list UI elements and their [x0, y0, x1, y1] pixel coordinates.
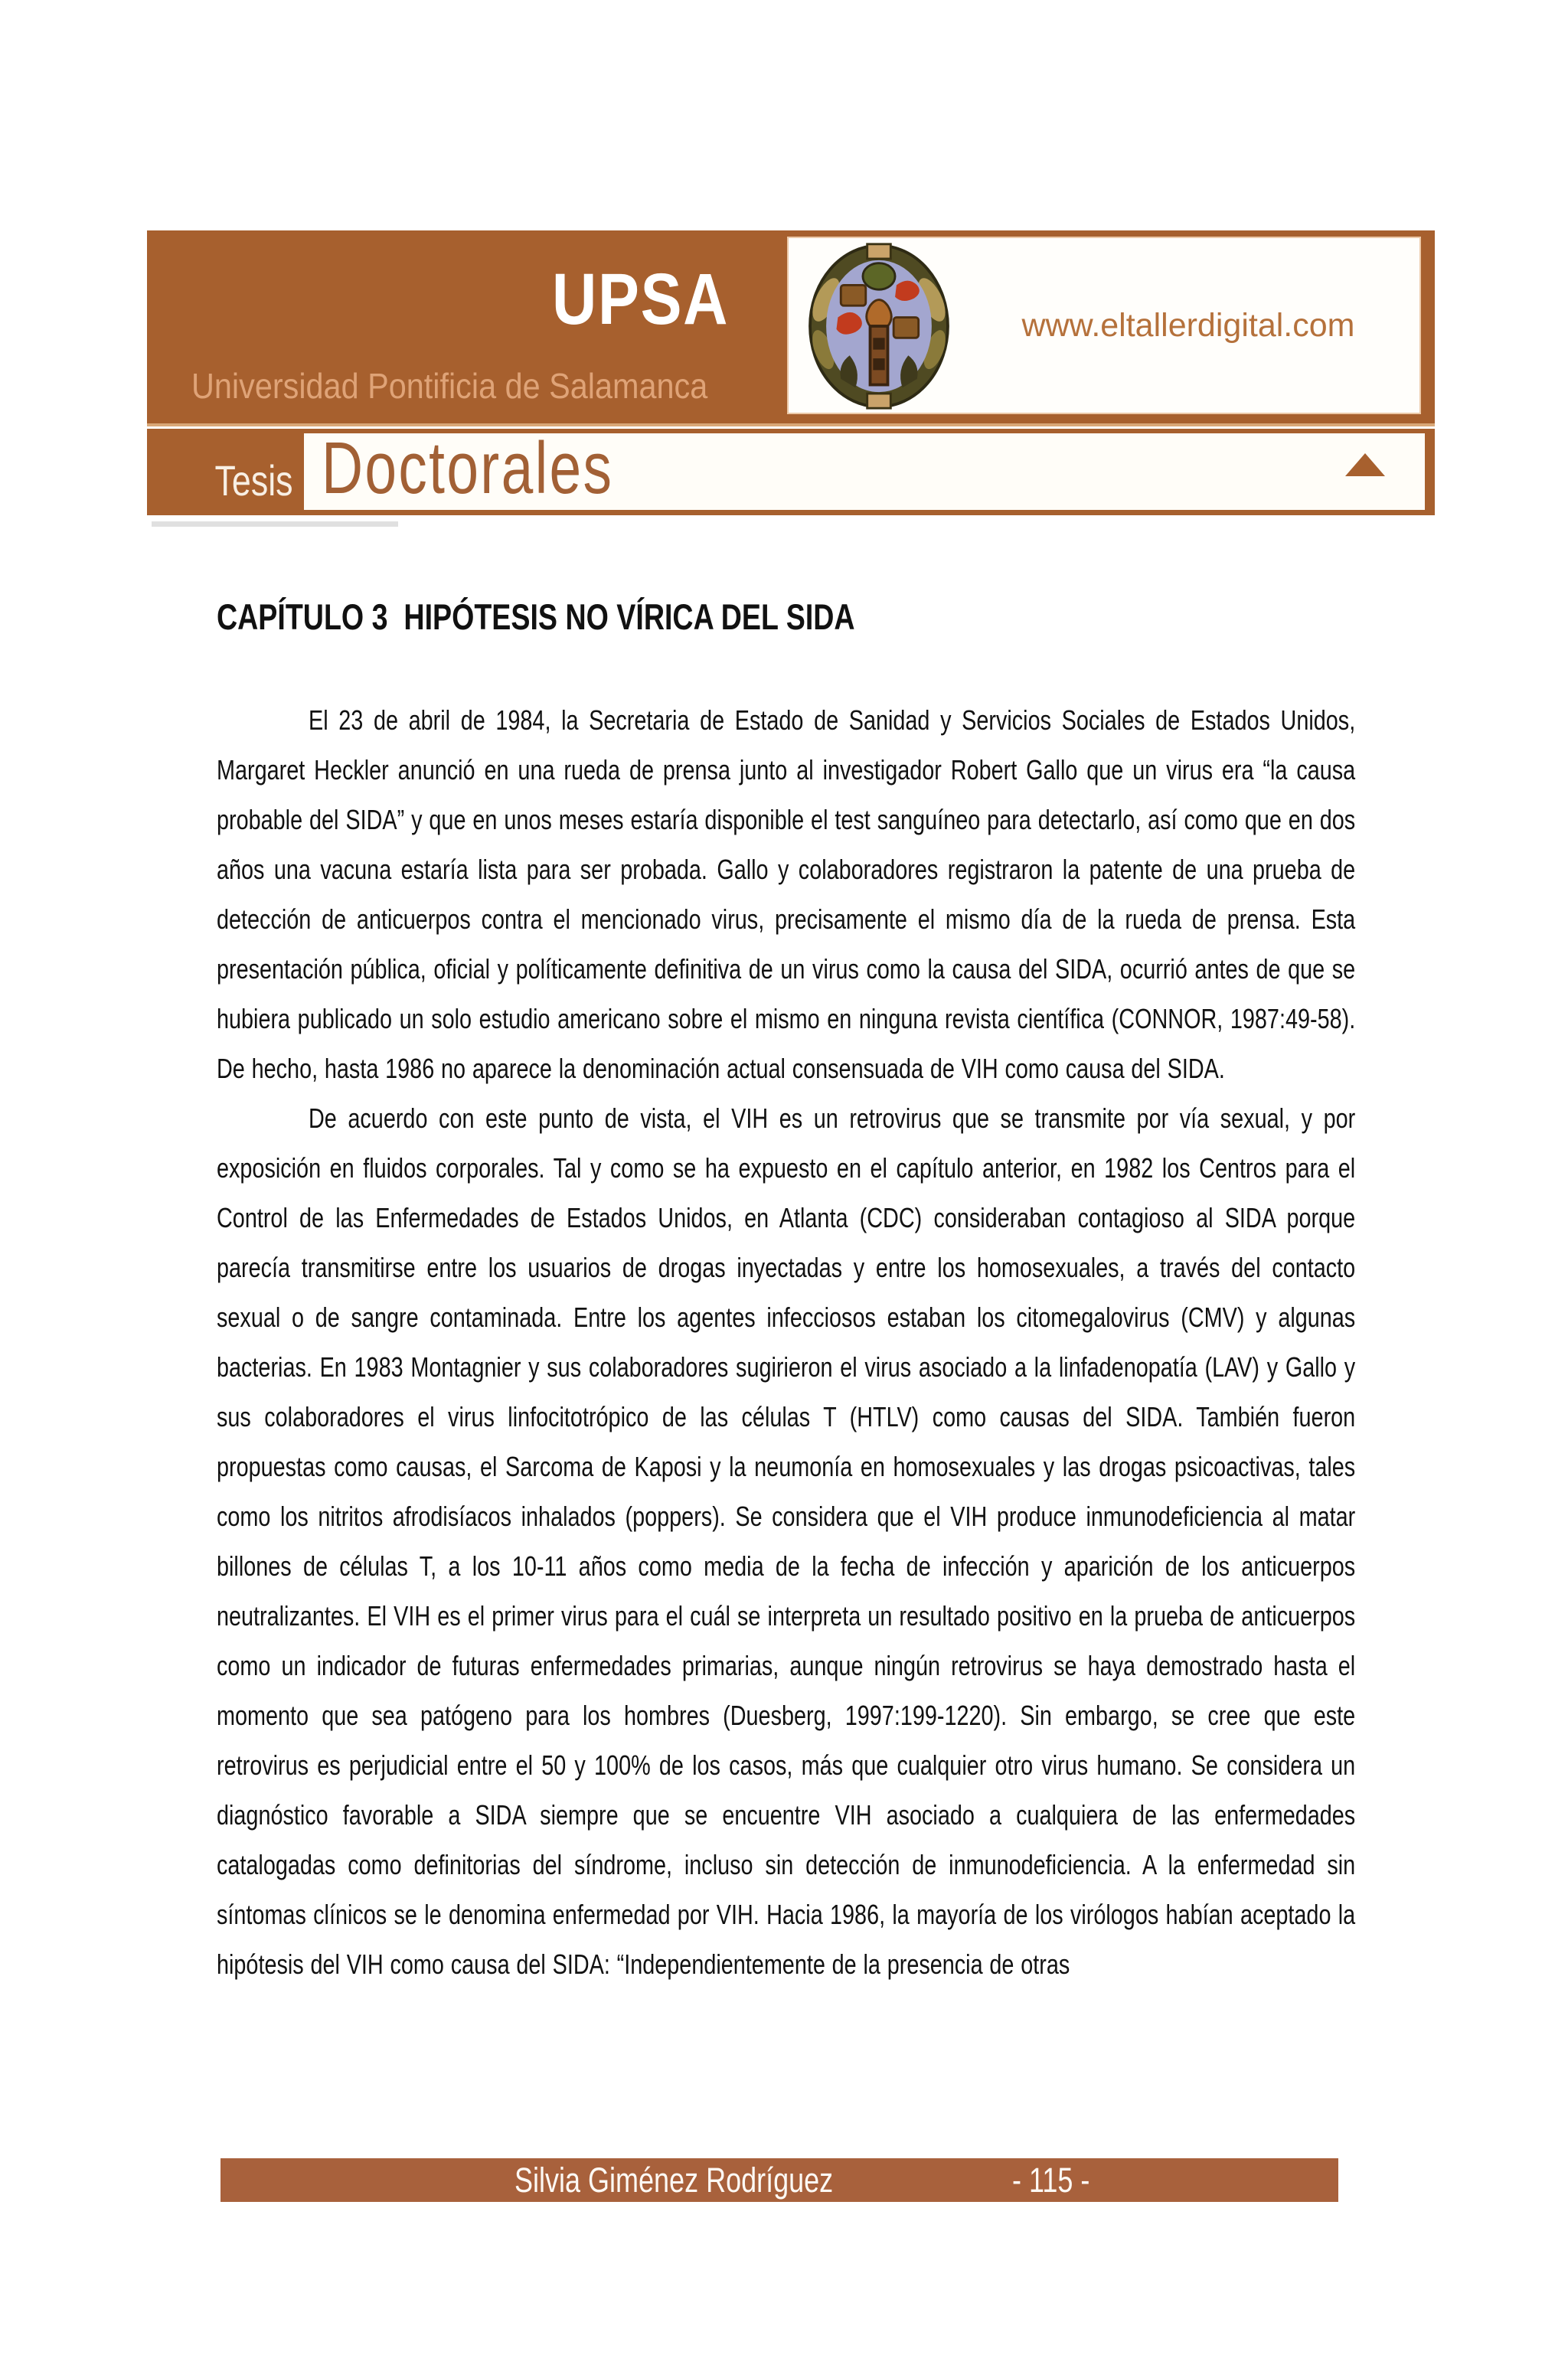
upsa-logo-text: UPSA: [552, 259, 730, 340]
tesis-doctorales-bar: [147, 429, 1435, 515]
tesis-label: Tesis: [214, 456, 293, 505]
bar-shadow: [152, 521, 398, 527]
website-link[interactable]: www.eltallerdigital.com: [1021, 306, 1355, 344]
university-crest-icon: [805, 241, 952, 411]
university-name: Universidad Pontificia de Salamanca: [191, 366, 708, 406]
footer-author: Silvia Giménez Rodríguez: [514, 2161, 834, 2200]
doctorales-label: Doctorales: [322, 427, 614, 509]
triangle-up-icon[interactable]: [1345, 453, 1385, 476]
tesis-label-cell: [147, 433, 304, 510]
chapter-title: CAPÍTULO 3 HIPÓTESIS NO VÍRICA DEL SIDA: [217, 596, 855, 637]
footer-bar: [220, 2158, 1338, 2202]
document-body: [217, 695, 1355, 1989]
university-banner: [147, 230, 1435, 426]
banner-white-panel: [787, 237, 1421, 414]
paragraph: De acuerdo con este punto de vista, el VIH es un retrovirus que se transmite por vía sexual, y por exposición en fluidos corporales. Tal y como se ha expuesto en el capítulo anterior, en 1982 los Centros para el Control de las Enfermedades de Estados Unidos, en Atlanta (CDC) consideraban contagioso al SIDA porque parecía transmitirse entre los usuarios de drogas inyectadas y entre los homosexuales, a través del contacto sexual o de sangre contaminada. Entre los agentes infecciosos estaban los citomegalovirus (CMV) y algunas bacterias. En 1983 Montagnier y sus colaboradores sugirieron el virus asociado a la linfadenopatía (LAV) y Gallo y sus colaboradores el virus linfocitotrópico de las células T (HTLV) como causas del SIDA. También fueron propuestas como causas, el Sarcoma de Kaposi y la neumonía en homosexuales y las drogas psicoactivas, tales como los nitritos afrodisíacos inhalados (poppers). Se considera que el VIH produce inmunodeficiencia al matar billones de células T, a los 10-11 años como media de la fecha de infección y aparición de los anticuerpos neutralizantes. El VIH es el primer virus para el cuál se interpreta un resultado positivo en la prueba de anticuerpos como un indicador de futuras enfermedades primarias, aunque ningún retrovirus se haya demostrado hasta el momento que sea patógeno para los hombres (Duesberg, 1997:199-1220). Sin embargo, se cree que este retrovirus es perjudicial entre el 50 y 100% de los casos, más que cualquier otro virus humano. Se considera un diagnóstico favorable a SIDA siempre que se encuentre VIH asociado a cualquiera de las enfermedades catalogadas como definitorias del síndrome, incluso sin detección de inmunodeficiencia. A la enfermedad sin síntomas clínicos se le denomina enfermedad por VIH. Hacia 1986, la mayoría de los virólogos habían aceptado la hipótesis del VIH como causa del SIDA: “Independientemente de la presencia de otras: [217, 1102, 1356, 1980]
footer-page-number: - 115 -: [1012, 2161, 1090, 2200]
paragraph: El 23 de abril de 1984, la Secretaria de Estado de Sanidad y Servicios Sociales de Estados Unidos, Margaret Heckler anunció en una rueda de prensa junto al investigador Robert Gallo que un virus era “la causa probable del SIDA” y que en unos meses estaría disponible el test sanguíneo para detectarlo, así como que en dos años una vacuna estaría lista para ser probada. Gallo y colaboradores registraron la patente de una prueba de detección de anticuerpos contra el mencionado virus, precisamente el mismo día de la rueda de prensa. Esta presentación pública, oficial y políticamente definitiva de un virus como la causa del SIDA, ocurrió antes de que se hubiera publicado un solo estudio americano sobre el mismo en ninguna revista científica (CONNOR, 1987:49-58). De hecho, hasta 1986 no aparece la denominación actual consensuada de VIH como causa del SIDA.: [217, 704, 1356, 1084]
